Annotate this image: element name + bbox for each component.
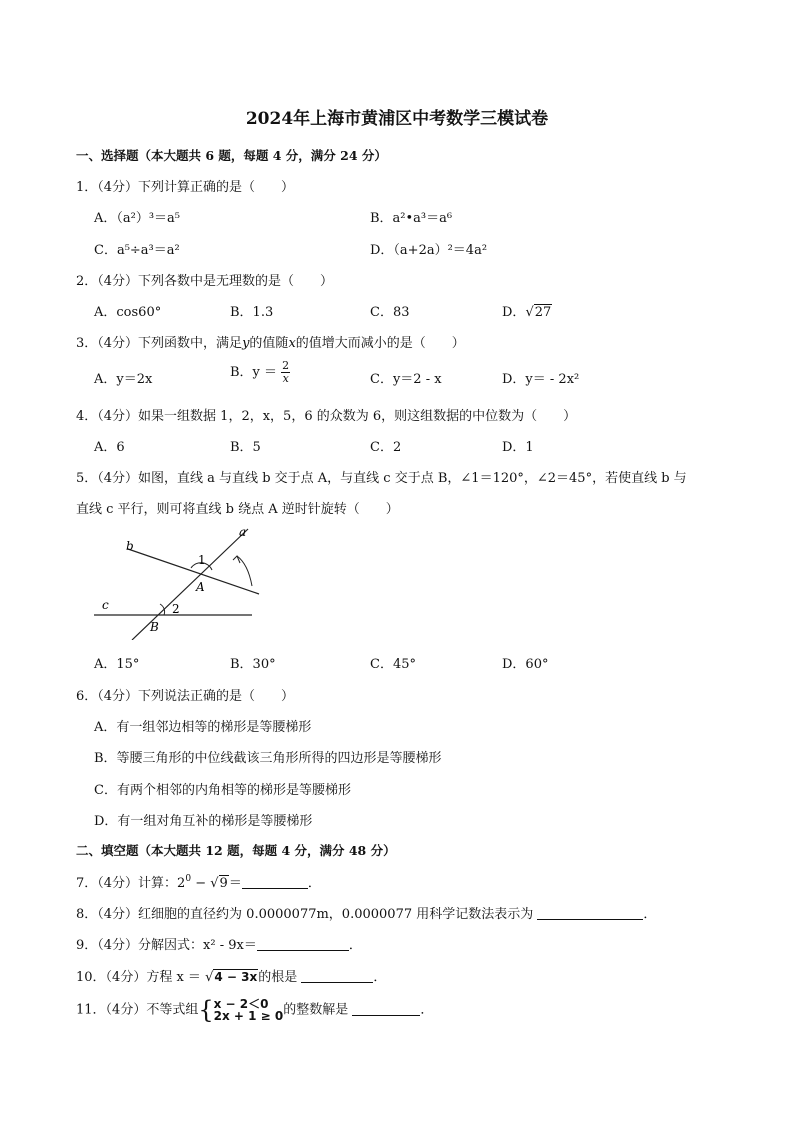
option-c: C．有两个相邻的内角相等的梯形是等腰梯形 [94, 783, 351, 798]
fraction [281, 360, 290, 385]
option-b: B．a²•a³＝a⁶ [370, 211, 453, 226]
stem-part: 的根是 [258, 970, 298, 985]
label-A: A [196, 580, 205, 594]
answer-blank[interactable] [242, 876, 308, 889]
section-heading-fill: 二、填空题（本大题共 12 题，每题 4 分，满分 48 分） [76, 843, 396, 858]
option-prefix: D． [502, 305, 526, 320]
label-angle-1: 1 [198, 553, 206, 567]
question-5 [76, 467, 687, 486]
var-y: y [242, 336, 250, 351]
option-d: D．60° [502, 657, 549, 672]
question-4 [76, 405, 576, 424]
sqrt-sign: √ [205, 970, 214, 985]
question-stem: 如图，直线 a 与直线 b 交于点 A，与直线 c 交于点 B，∠1＝120°，∠2＝45°，若使直线 b 与 [138, 471, 687, 486]
var-x: x [288, 336, 296, 351]
question-2 [76, 270, 333, 289]
answer-blank[interactable] [301, 970, 373, 983]
question-stem: 分解因式：x² - 9x＝ [138, 938, 257, 953]
option-d: D．（a+2a）²＝4a² [370, 243, 488, 258]
option-d: D．y＝ - 2x² [502, 372, 580, 387]
question-number: 10．（4分） [76, 970, 147, 985]
question-number: 6．（4分） [76, 689, 139, 704]
option-d [502, 301, 552, 320]
answer-blank[interactable] [352, 1003, 420, 1016]
option-c: C．a⁵÷a³＝a² [94, 243, 180, 258]
question-stem: 红细胞的直径约为 0.0000077m，0.0000077 用科学记数法表示为 [138, 907, 534, 922]
inequality-system [214, 998, 284, 1022]
option-b: B．等腰三角形的中位线截该三角形所得的四边形是等腰梯形 [94, 751, 442, 766]
section-heading-choice: 一、选择题（本大题共 6 题，每题 4 分，满分 24 分） [76, 148, 387, 163]
option-a: A．15° [94, 657, 140, 672]
minus-sign: − [191, 876, 211, 891]
question-number: 5．（4分） [76, 471, 139, 486]
option-b: B．5 [230, 440, 261, 455]
question-number: 8．（4分） [76, 907, 139, 922]
label-c: c [102, 598, 109, 612]
question-11 [76, 996, 433, 1024]
option-c: C．2 [370, 440, 402, 455]
question-number: 1．（4分） [76, 180, 139, 195]
numerator: 2 [282, 359, 290, 372]
sqrt-sign: √ [525, 305, 534, 320]
label-angle-2: 2 [172, 602, 180, 616]
exponent: 0 [185, 874, 192, 884]
inequality-2: 2x + 1 ≥ 0 [213, 1009, 284, 1023]
inequality-1: x − 2＜0 [213, 997, 269, 1011]
option-b: B．1.3 [230, 305, 274, 320]
stem-part: 的值随 [249, 336, 289, 351]
option-c: C．83 [370, 305, 410, 320]
option-d: D．1 [502, 440, 534, 455]
label-B: B [150, 620, 159, 634]
stem-part: 计算：2 [138, 876, 186, 891]
option-a: A．有一组邻边相等的梯形是等腰梯形 [94, 720, 312, 735]
question-10 [76, 966, 386, 985]
option-a: A．（a²）³＝a⁵ [94, 211, 181, 226]
line-b [128, 549, 259, 594]
option-c: C．45° [370, 657, 416, 672]
question-number: 3．（4分） [76, 336, 139, 351]
stem-part: 下列函数中，满足 [138, 336, 243, 351]
question-1 [76, 176, 294, 195]
geometry-figure [88, 520, 268, 640]
question-5-line2: 直线 c 平行，则可将直线 b 绕点 A 逆时针旋转（ ） [76, 502, 399, 517]
radicand: 4 − 3x [214, 970, 258, 984]
question-8 [76, 903, 656, 922]
option-a: A．cos60° [94, 305, 162, 320]
stem-end: ． [348, 938, 362, 953]
page-title: 2024年上海市黄浦区中考数学三模试卷 [245, 109, 549, 129]
option-prefix: B．y ＝ [230, 365, 278, 380]
question-9 [76, 934, 362, 953]
stem-end: ． [420, 1002, 434, 1018]
stem-part: 的整数解是 [283, 1002, 349, 1018]
question-number: 9．（4分） [76, 938, 139, 953]
radicand: 9 [219, 876, 228, 891]
stem-part: 的值增大而减小的是（ ） [295, 336, 465, 351]
option-b: B．30° [230, 657, 276, 672]
sqrt-sign: √ [210, 876, 219, 891]
stem-part: 不等式组 [146, 1002, 199, 1018]
question-stem: 下列计算正确的是（ ） [138, 180, 295, 195]
answer-blank[interactable] [537, 907, 643, 920]
option-a: A．y＝2x [94, 372, 153, 387]
stem-part: ＝ [228, 876, 242, 891]
question-number: 7．（4分） [76, 876, 139, 891]
question-3 [76, 332, 465, 351]
label-b: b [126, 539, 134, 553]
stem-end: ． [643, 907, 657, 922]
option-c: C．y＝2 - x [370, 372, 442, 387]
question-6 [76, 685, 294, 704]
stem-part: 方程 x ＝ [146, 970, 201, 985]
option-a: A．6 [94, 440, 125, 455]
stem-end: ． [307, 876, 321, 891]
option-d: D．有一组对角互补的梯形是等腰梯形 [94, 814, 313, 829]
question-number: 4．（4分） [76, 409, 139, 424]
answer-blank[interactable] [257, 938, 349, 951]
question-7 [76, 872, 321, 891]
radicand: 27 [534, 305, 552, 320]
brace-symbol: { [198, 996, 214, 1024]
question-number: 2．（4分） [76, 274, 139, 289]
question-stem: 如果一组数据 1，2，x，5，6 的众数为 6，则这组数据的中位数为（ ） [138, 409, 577, 424]
question-number: 11．（4分） [76, 1002, 147, 1018]
label-a: a [239, 525, 247, 539]
option-b [230, 360, 290, 385]
stem-end: ． [373, 970, 387, 985]
denominator: x [282, 372, 289, 385]
question-stem: 下列说法正确的是（ ） [138, 689, 295, 704]
question-stem: 下列各数中是无理数的是（ ） [138, 274, 334, 289]
